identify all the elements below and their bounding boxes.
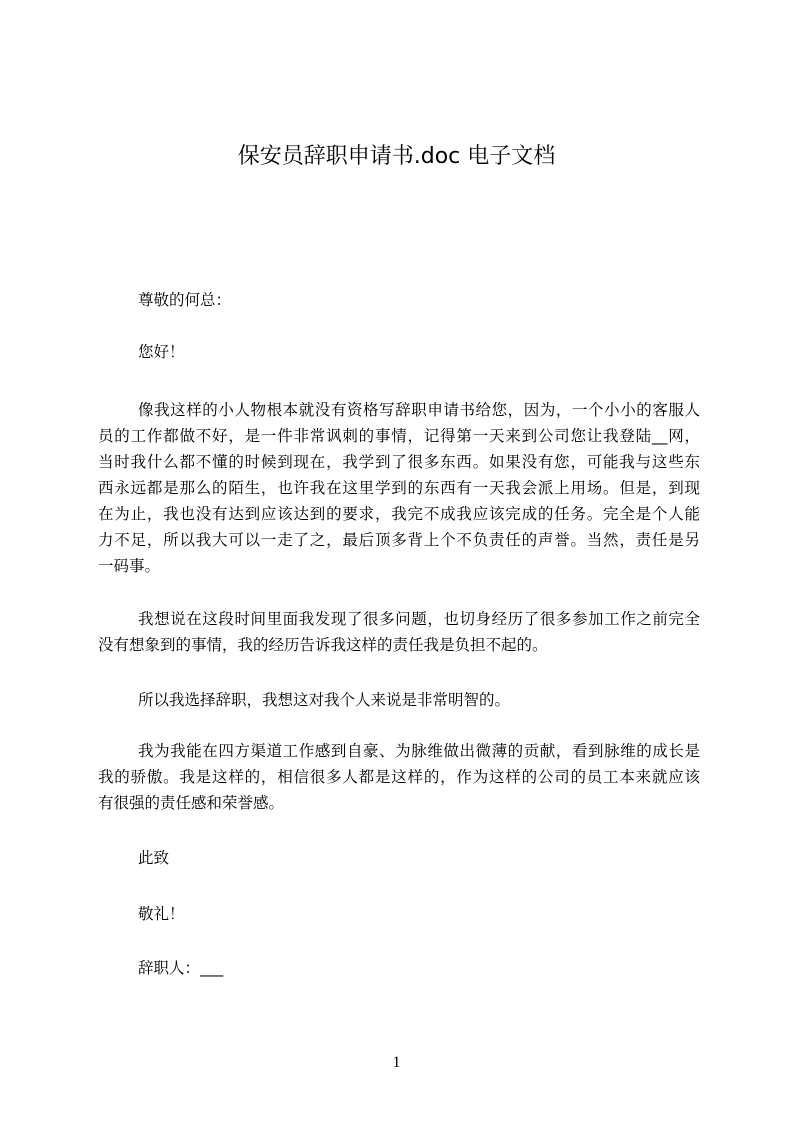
regards: 敬礼！ [138, 905, 185, 923]
document-title: 保安员辞职申请书.doc 电子文档 [237, 144, 556, 169]
paragraph-3: 所以我选择辞职，我想这对我个人来说是非常明智的。 [138, 691, 511, 709]
page-number: 1 [392, 1054, 401, 1071]
paragraph-1: 像我这样的小人物根本就没有资格写辞职申请书给您，因为，一个小小的客服人 员的工作都做不好，是一件非常讽刺的事情，记得第一天来到公司您让我登陆__网， 当时我什么都不懂的时候到现在，我学到了很多东西。如果没有您，可能我与这些东 西永远都是那么的陌生，也许我在这里学到的东西有一天我会派上用场。但是，到现 在为止，我也没有达到应该达到的要求，我完不成我应该完成的任务。完全是个人能 力不足，所以我大可以一走了之，最后顶多背上个不负责任的声誉。当然，责任是另 一码事。 [98, 401, 700, 575]
paragraph-2: 我想说在这段时间里面我发现了很多问题，也切身经历了很多参加工作之前完全 没有想象到的事情，我的经历告诉我这样的责任我是负担不起的。 [98, 610, 700, 654]
greeting: 您好！ [138, 343, 185, 361]
paragraph-4: 我为我能在四方渠道工作感到自豪、为脉维做出微薄的贡献，看到脉维的成长是 我的骄傲。我是这样的，相信很多人都是这样的，作为这样的公司的员工本来就应该 有很强的责任感和荣誉感。 [98, 742, 700, 812]
signature: 辞职人：___ [138, 959, 224, 977]
closing: 此致 [138, 849, 170, 867]
salutation: 尊敬的何总： [138, 291, 232, 309]
